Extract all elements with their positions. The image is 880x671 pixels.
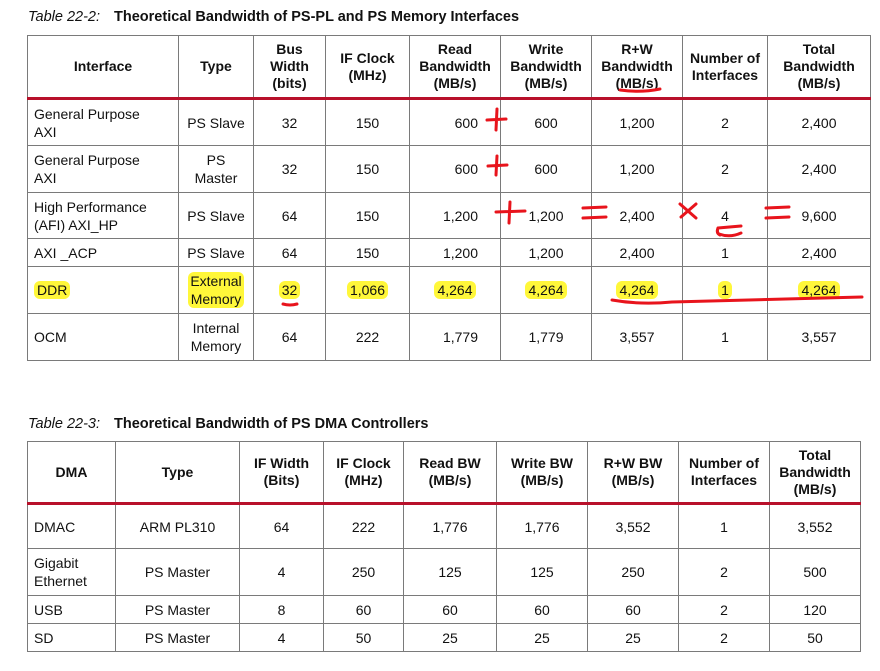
- t1-cell-rw-bw: 2,400: [592, 193, 683, 239]
- t1-cell-total-bw: 4,264: [768, 267, 871, 314]
- t1-cell-interface: AXI _ACP: [28, 239, 179, 267]
- t1-cell-total-bw: 2,400: [768, 239, 871, 267]
- t1-cell-if-clock: 222: [326, 314, 410, 361]
- t1-cell-if-clock: 1,066: [326, 267, 410, 314]
- t2-cell-dma: Gigabit Ethernet: [28, 549, 116, 596]
- t2-cell-if-clock: 250: [324, 549, 404, 596]
- t1-header-write-bw: Write Bandwidth (MB/s): [501, 36, 592, 99]
- t1-header-total-bw: Total Bandwidth (MB/s): [768, 36, 871, 99]
- t1-cell-interface: General Purpose AXI: [28, 99, 179, 146]
- t1-cell-bus-width: 64: [254, 193, 326, 239]
- t1-cell-read-bw: 1,200: [410, 239, 501, 267]
- t2-header-total-bw: Total Bandwidth (MB/s): [770, 442, 861, 504]
- t1-cell-write-bw: 1,200: [501, 239, 592, 267]
- t1-cell-write-bw: 1,779: [501, 314, 592, 361]
- t1-cell-interface: High Performance (AFI) AXI_HP: [28, 193, 179, 239]
- t2-cell-if-width: 4: [240, 624, 324, 652]
- t2-cell-rw-bw: 250: [588, 549, 679, 596]
- t1-cell-total-bw: 2,400: [768, 99, 871, 146]
- table1-caption: [28, 9, 519, 25]
- table-row: [28, 193, 871, 239]
- t2-header-write-bw: Write BW (MB/s): [497, 442, 588, 504]
- t2-cell-type: PS Master: [116, 549, 240, 596]
- t2-cell-if-clock: 222: [324, 504, 404, 549]
- table1-number: Table 22-2:: [28, 9, 101, 25]
- t1-cell-read-bw: 1,779: [410, 314, 501, 361]
- t2-cell-read-bw: 60: [404, 596, 497, 624]
- t1-cell-read-bw: 600: [410, 99, 501, 146]
- t1-cell-num-ifaces: 1: [683, 239, 768, 267]
- table1: [27, 35, 871, 361]
- t2-cell-type: PS Master: [116, 596, 240, 624]
- t1-cell-interface: OCM: [28, 314, 179, 361]
- t1-cell-rw-bw: 1,200: [592, 99, 683, 146]
- table1-header-row: [28, 36, 871, 99]
- t2-header-rw-bw: R+W BW (MB/s): [588, 442, 679, 504]
- t1-cell-num-ifaces: 4: [683, 193, 768, 239]
- t1-header-read-bw: Read Bandwidth (MB/s): [410, 36, 501, 99]
- table-row: [28, 146, 871, 193]
- t1-cell-read-bw: 600: [410, 146, 501, 193]
- t1-header-if-clock: IF Clock (MHz): [326, 36, 410, 99]
- t1-cell-num-ifaces: 1: [683, 314, 768, 361]
- t2-cell-read-bw: 125: [404, 549, 497, 596]
- t2-header-type: Type: [116, 442, 240, 504]
- t2-header-if-width: IF Width (Bits): [240, 442, 324, 504]
- t2-cell-write-bw: 1,776: [497, 504, 588, 549]
- t2-cell-read-bw: 25: [404, 624, 497, 652]
- t1-header-type: Type: [179, 36, 254, 99]
- t1-header-num-ifaces: Number of Interfaces: [683, 36, 768, 99]
- t2-cell-total-bw: 50: [770, 624, 861, 652]
- t1-cell-bus-width: 64: [254, 239, 326, 267]
- table2-number: Table 22-3:: [28, 416, 101, 432]
- t1-cell-if-clock: 150: [326, 193, 410, 239]
- t1-cell-total-bw: 2,400: [768, 146, 871, 193]
- t2-cell-total-bw: 500: [770, 549, 861, 596]
- t2-cell-type: PS Master: [116, 624, 240, 652]
- t1-cell-write-bw: 600: [501, 99, 592, 146]
- t1-cell-rw-bw: 4,264: [592, 267, 683, 314]
- t1-cell-rw-bw: 3,557: [592, 314, 683, 361]
- t2-header-dma: DMA: [28, 442, 116, 504]
- table-row: [28, 99, 871, 146]
- t1-cell-type: PS Master: [179, 146, 254, 193]
- t1-cell-num-ifaces: 2: [683, 146, 768, 193]
- t2-cell-if-clock: 50: [324, 624, 404, 652]
- t2-cell-write-bw: 25: [497, 624, 588, 652]
- table-row: [28, 596, 861, 624]
- table2: [27, 441, 861, 652]
- t1-cell-if-clock: 150: [326, 146, 410, 193]
- t1-cell-total-bw: 9,600: [768, 193, 871, 239]
- t2-cell-rw-bw: 3,552: [588, 504, 679, 549]
- table-row: [28, 504, 861, 549]
- t1-cell-type: Internal Memory: [179, 314, 254, 361]
- t1-cell-read-bw: 4,264: [410, 267, 501, 314]
- t2-cell-rw-bw: 60: [588, 596, 679, 624]
- t2-cell-num-ifaces: 1: [679, 504, 770, 549]
- t1-header-rw-bw: R+W Bandwidth (MB/s): [592, 36, 683, 99]
- t2-cell-read-bw: 1,776: [404, 504, 497, 549]
- table2-caption: [28, 416, 429, 432]
- t1-cell-type: External Memory: [179, 267, 254, 314]
- table-row: [28, 549, 861, 596]
- t2-cell-write-bw: 60: [497, 596, 588, 624]
- t1-cell-rw-bw: 1,200: [592, 146, 683, 193]
- t2-cell-num-ifaces: 2: [679, 624, 770, 652]
- t1-cell-bus-width: 64: [254, 314, 326, 361]
- t1-cell-interface: General Purpose AXI: [28, 146, 179, 193]
- t1-cell-bus-width: 32: [254, 146, 326, 193]
- table2-header-row: [28, 442, 861, 504]
- t1-cell-type: PS Slave: [179, 99, 254, 146]
- t2-cell-rw-bw: 25: [588, 624, 679, 652]
- t1-cell-write-bw: 4,264: [501, 267, 592, 314]
- t2-header-read-bw: Read BW (MB/s): [404, 442, 497, 504]
- table-row: [28, 314, 871, 361]
- t1-cell-read-bw: 1,200: [410, 193, 501, 239]
- t1-cell-if-clock: 150: [326, 239, 410, 267]
- t1-cell-interface: DDR: [28, 267, 179, 314]
- t2-cell-if-clock: 60: [324, 596, 404, 624]
- t1-cell-num-ifaces: 2: [683, 99, 768, 146]
- t2-cell-if-width: 64: [240, 504, 324, 549]
- t1-cell-type: PS Slave: [179, 193, 254, 239]
- table-row-ddr: [28, 267, 871, 314]
- t2-cell-dma: DMAC: [28, 504, 116, 549]
- t2-cell-num-ifaces: 2: [679, 549, 770, 596]
- table-row: [28, 239, 871, 267]
- t2-cell-total-bw: 3,552: [770, 504, 861, 549]
- t1-cell-write-bw: 1,200: [501, 193, 592, 239]
- t2-cell-if-width: 4: [240, 549, 324, 596]
- t2-cell-total-bw: 120: [770, 596, 861, 624]
- t1-cell-type: PS Slave: [179, 239, 254, 267]
- t1-cell-num-ifaces: 1: [683, 267, 768, 314]
- t1-cell-bus-width: 32: [254, 267, 326, 314]
- t1-header-bus-width: Bus Width (bits): [254, 36, 326, 99]
- table1-title: Theoretical Bandwidth of PS-PL and PS Memory Interfaces: [114, 9, 520, 25]
- t1-header-interface: Interface: [28, 36, 179, 99]
- t1-cell-total-bw: 3,557: [768, 314, 871, 361]
- t1-cell-if-clock: 150: [326, 99, 410, 146]
- t2-cell-type: ARM PL310: [116, 504, 240, 549]
- t2-cell-write-bw: 125: [497, 549, 588, 596]
- t1-cell-write-bw: 600: [501, 146, 592, 193]
- table-row: [28, 624, 861, 652]
- t2-cell-dma: USB: [28, 596, 116, 624]
- t1-cell-bus-width: 32: [254, 99, 326, 146]
- t1-cell-rw-bw: 2,400: [592, 239, 683, 267]
- t2-header-num-ifaces: Number of Interfaces: [679, 442, 770, 504]
- t2-cell-if-width: 8: [240, 596, 324, 624]
- table2-title: Theoretical Bandwidth of PS DMA Controllers: [114, 416, 429, 432]
- t2-cell-dma: SD: [28, 624, 116, 652]
- t2-cell-num-ifaces: 2: [679, 596, 770, 624]
- t2-header-if-clock: IF Clock (MHz): [324, 442, 404, 504]
